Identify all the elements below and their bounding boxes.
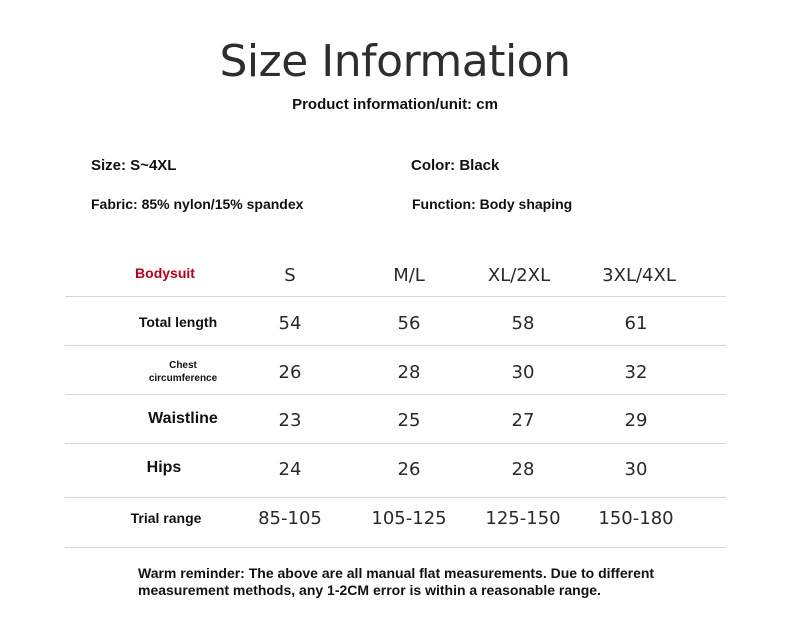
table-divider (65, 394, 726, 395)
table-divider (65, 547, 726, 548)
table-divider (65, 443, 726, 444)
size-range-info: Size: S~4XL (91, 157, 177, 174)
size-header-ml: M/L (393, 265, 425, 286)
table-cell: 58 (511, 313, 535, 334)
row-label-trial-range: Trial range (130, 510, 202, 526)
row-label-total-length: Total length (138, 314, 218, 330)
size-header-3xl4xl: 3XL/4XL (602, 265, 676, 286)
row-label-chest-circumference (118, 359, 248, 385)
page-subtitle: Product information/unit: cm (292, 96, 498, 113)
size-header-xl2xl: XL/2XL (487, 265, 551, 286)
table-corner-label: Bodysuit (135, 265, 195, 281)
table-cell: 23 (278, 410, 302, 431)
table-divider (65, 296, 726, 297)
note-line: measurement methods, any 1-2CM error is within a reasonable range. (138, 582, 601, 598)
row-label-hips: Hips (146, 459, 182, 476)
table-cell: 26 (278, 362, 302, 383)
table-cell: 26 (397, 459, 421, 480)
color-info: Color: Black (411, 157, 500, 174)
page-title: Size Information (219, 36, 571, 87)
table-cell: 30 (511, 362, 535, 383)
table-cell: 25 (397, 410, 421, 431)
table-cell: 125-150 (485, 508, 561, 529)
table-cell: 105-125 (371, 508, 447, 529)
row-label-line: Chest (169, 360, 197, 371)
function-info: Function: Body shaping (412, 196, 573, 212)
table-cell: 61 (624, 313, 648, 334)
table-cell: 28 (397, 362, 421, 383)
table-cell: 54 (278, 313, 302, 334)
table-divider (65, 497, 726, 498)
table-cell: 29 (624, 410, 648, 431)
table-cell: 24 (278, 459, 302, 480)
table-cell: 28 (511, 459, 535, 480)
table-cell: 56 (397, 313, 421, 334)
table-cell: 85-105 (258, 508, 322, 529)
warm-reminder-note (138, 565, 738, 599)
size-header-s: S (284, 265, 296, 286)
row-label-line: circumference (148, 373, 218, 384)
row-label-waistline: Waistline (148, 410, 218, 427)
table-cell: 30 (624, 459, 648, 480)
fabric-info: Fabric: 85% nylon/15% spandex (91, 196, 304, 212)
note-line: Warm reminder: The above are all manual flat measurements. Due to different (138, 565, 655, 581)
table-divider (65, 345, 726, 346)
table-cell: 32 (624, 362, 648, 383)
table-cell: 27 (511, 410, 535, 431)
table-cell: 150-180 (598, 508, 674, 529)
